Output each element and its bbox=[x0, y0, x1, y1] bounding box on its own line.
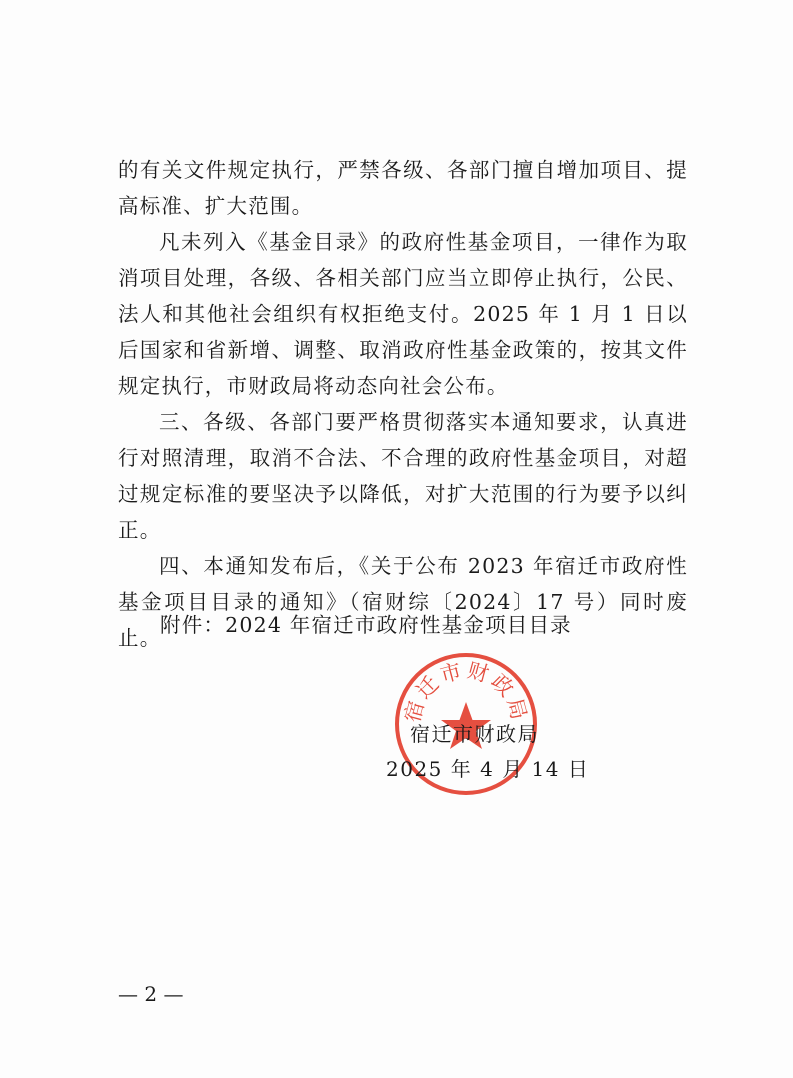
paragraph-continuation: 的有关文件规定执行，严禁各级、各部门擅自增加项目、提高标准、扩大范围。 bbox=[118, 158, 688, 218]
signature-date: 2025 年 4 月 14 日 bbox=[386, 757, 590, 781]
paragraph-item-three: 三、各级、各部门要严格贯彻落实本通知要求，认真进行对照清理，取消不合法、不合理的政府性基金项目，对超过规定标准的要坚决予以降低，对扩大范围的行为要予以纠正。 bbox=[118, 410, 688, 542]
seal-text: 宿迁市财政局 bbox=[400, 658, 532, 725]
page-number: — 2 — bbox=[118, 982, 184, 1006]
document-body bbox=[118, 152, 688, 656]
paragraph-item-four: 四、本通知发布后，《关于公布 2023 年宿迁市政府性基金项目目录的通知》（宿财综〔2024〕17 号）同时废止。 bbox=[118, 554, 688, 650]
attachment-line: 附件：2024 年宿迁市政府性基金项目目录 bbox=[160, 613, 572, 637]
signature-organization: 宿迁市财政局 bbox=[410, 722, 539, 746]
paragraph-unlisted-funds: 凡未列入《基金目录》的政府性基金项目，一律作为取消项目处理，各级、各相关部门应当立即停止执行，公民、法人和其他社会组织有权拒绝支付。2025 年 1 月 1 日以后国家和省新增、调整、取消政府性基金政策的，按其文件规定执行，市财政局将动态向社会公布。 bbox=[118, 230, 688, 398]
